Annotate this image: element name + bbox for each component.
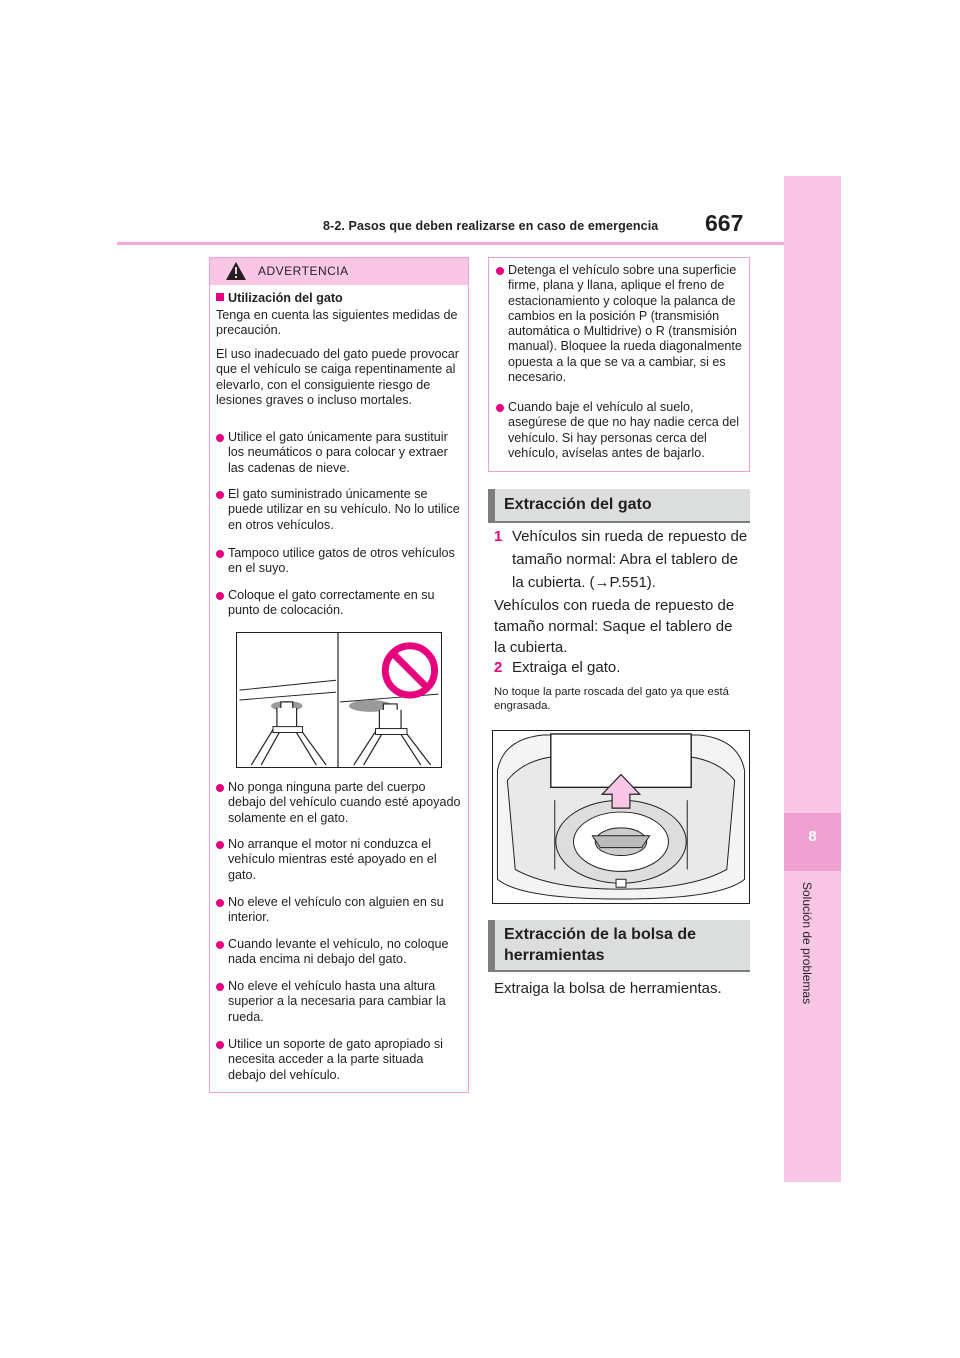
warning-bullet: No eleve el vehículo con alguien en su interior. bbox=[216, 895, 461, 926]
side-tab bbox=[784, 176, 841, 1182]
warning-bullet: Detenga el vehículo sobre una superficie firme, plana y llana, aplique el freno de estacionamiento y coloque la palanca de cambios en la posición P (transmisión automática o Multidrive) o R (transmisión manual). Bloquee la rueda diagonalmente opuesta a la que se va a cambiar, si es necesario. bbox=[496, 263, 744, 385]
page-number: 667 bbox=[705, 210, 744, 236]
chapter-number: 8 bbox=[808, 828, 817, 845]
warning-bullet: Coloque el gato correctamente en su punto de colocación. bbox=[216, 588, 461, 619]
paragraph: Extraiga la bolsa de herramientas. bbox=[494, 980, 722, 997]
warning-bullet: Utilice el gato únicamente para sustituir los neumáticos o para colocar y extraer las cadenas de nieve. bbox=[216, 430, 461, 476]
warning-paragraph: Tenga en cuenta las siguientes medidas de precaución. bbox=[216, 308, 458, 338]
warning-bullet: No arranque el motor ni conduzca el vehículo mientras esté apoyado en el gato. bbox=[216, 837, 461, 883]
square-bullet-icon bbox=[216, 293, 224, 301]
trunk-jack-illustration bbox=[492, 730, 750, 904]
warning-bullet: No eleve el vehículo hasta una altura superior a la necesaria para cambiar la rueda. bbox=[216, 979, 461, 1025]
warning-bullet: Cuando baje el vehículo al suelo, asegúrese de que no hay nadie cerca del vehículo. Si hay personas cerca del vehículo, avíselas antes de bajarlo. bbox=[496, 400, 744, 461]
step-text: Extraiga el gato. bbox=[512, 659, 621, 676]
paragraph: Vehículos con rueda de repuesto de tamaño normal: Saque el tablero de la cubierta. bbox=[494, 597, 735, 656]
warning-icon bbox=[225, 261, 247, 281]
warning-paragraph: El uso inadecuado del gato puede provocar que el vehículo se caiga repentinamente al elevarlo, con el consiguiente riesgo de lesiones graves o incluso mortales. bbox=[216, 347, 459, 407]
step-number: 1 bbox=[494, 528, 503, 545]
warning-bullet: No ponga ninguna parte del cuerpo debajo del vehículo cuando esté apoyado solamente en el gato. bbox=[216, 780, 461, 826]
warning-heading bbox=[216, 291, 343, 306]
step-2 bbox=[494, 657, 744, 678]
note: No toque la parte roscada del gato ya que está engrasada. bbox=[494, 686, 729, 712]
section-title: 8-2. Pasos que deben realizarse en caso de emergencia bbox=[323, 219, 659, 233]
step-text: Vehículos sin rueda de repuesto de tamaño normal: Abra el tablero de la cubierta. (→P.551). bbox=[512, 528, 748, 591]
header-rule bbox=[117, 242, 785, 245]
jack-placement-illustration bbox=[236, 632, 442, 768]
warning-bullet: El gato suministrado únicamente se puede utilizar en su vehículo. No lo utilice en otros vehículos. bbox=[216, 487, 461, 533]
section-heading-text: Extracción de la bolsa de herramientas bbox=[504, 926, 697, 964]
step-1 bbox=[494, 525, 750, 594]
warning-bullet: Cuando levante el vehículo, no coloque nada encima ni debajo del gato. bbox=[216, 937, 461, 968]
warning-title: ADVERTENCIA bbox=[258, 264, 349, 278]
section-heading-text: Extracción del gato bbox=[504, 496, 652, 513]
warning-bullet: Utilice un soporte de gato apropiado si necesita acceder a la parte situada debajo del vehículo. bbox=[216, 1037, 461, 1083]
warning-heading-text: Utilización del gato bbox=[228, 291, 343, 305]
chapter-title: Solución de problemas bbox=[800, 882, 814, 1005]
section-heading-jack bbox=[488, 489, 750, 523]
warning-bullet: Tampoco utilice gatos de otros vehículos en el suyo. bbox=[216, 546, 461, 577]
section-heading-tools bbox=[488, 920, 750, 972]
step-number: 2 bbox=[494, 659, 503, 676]
